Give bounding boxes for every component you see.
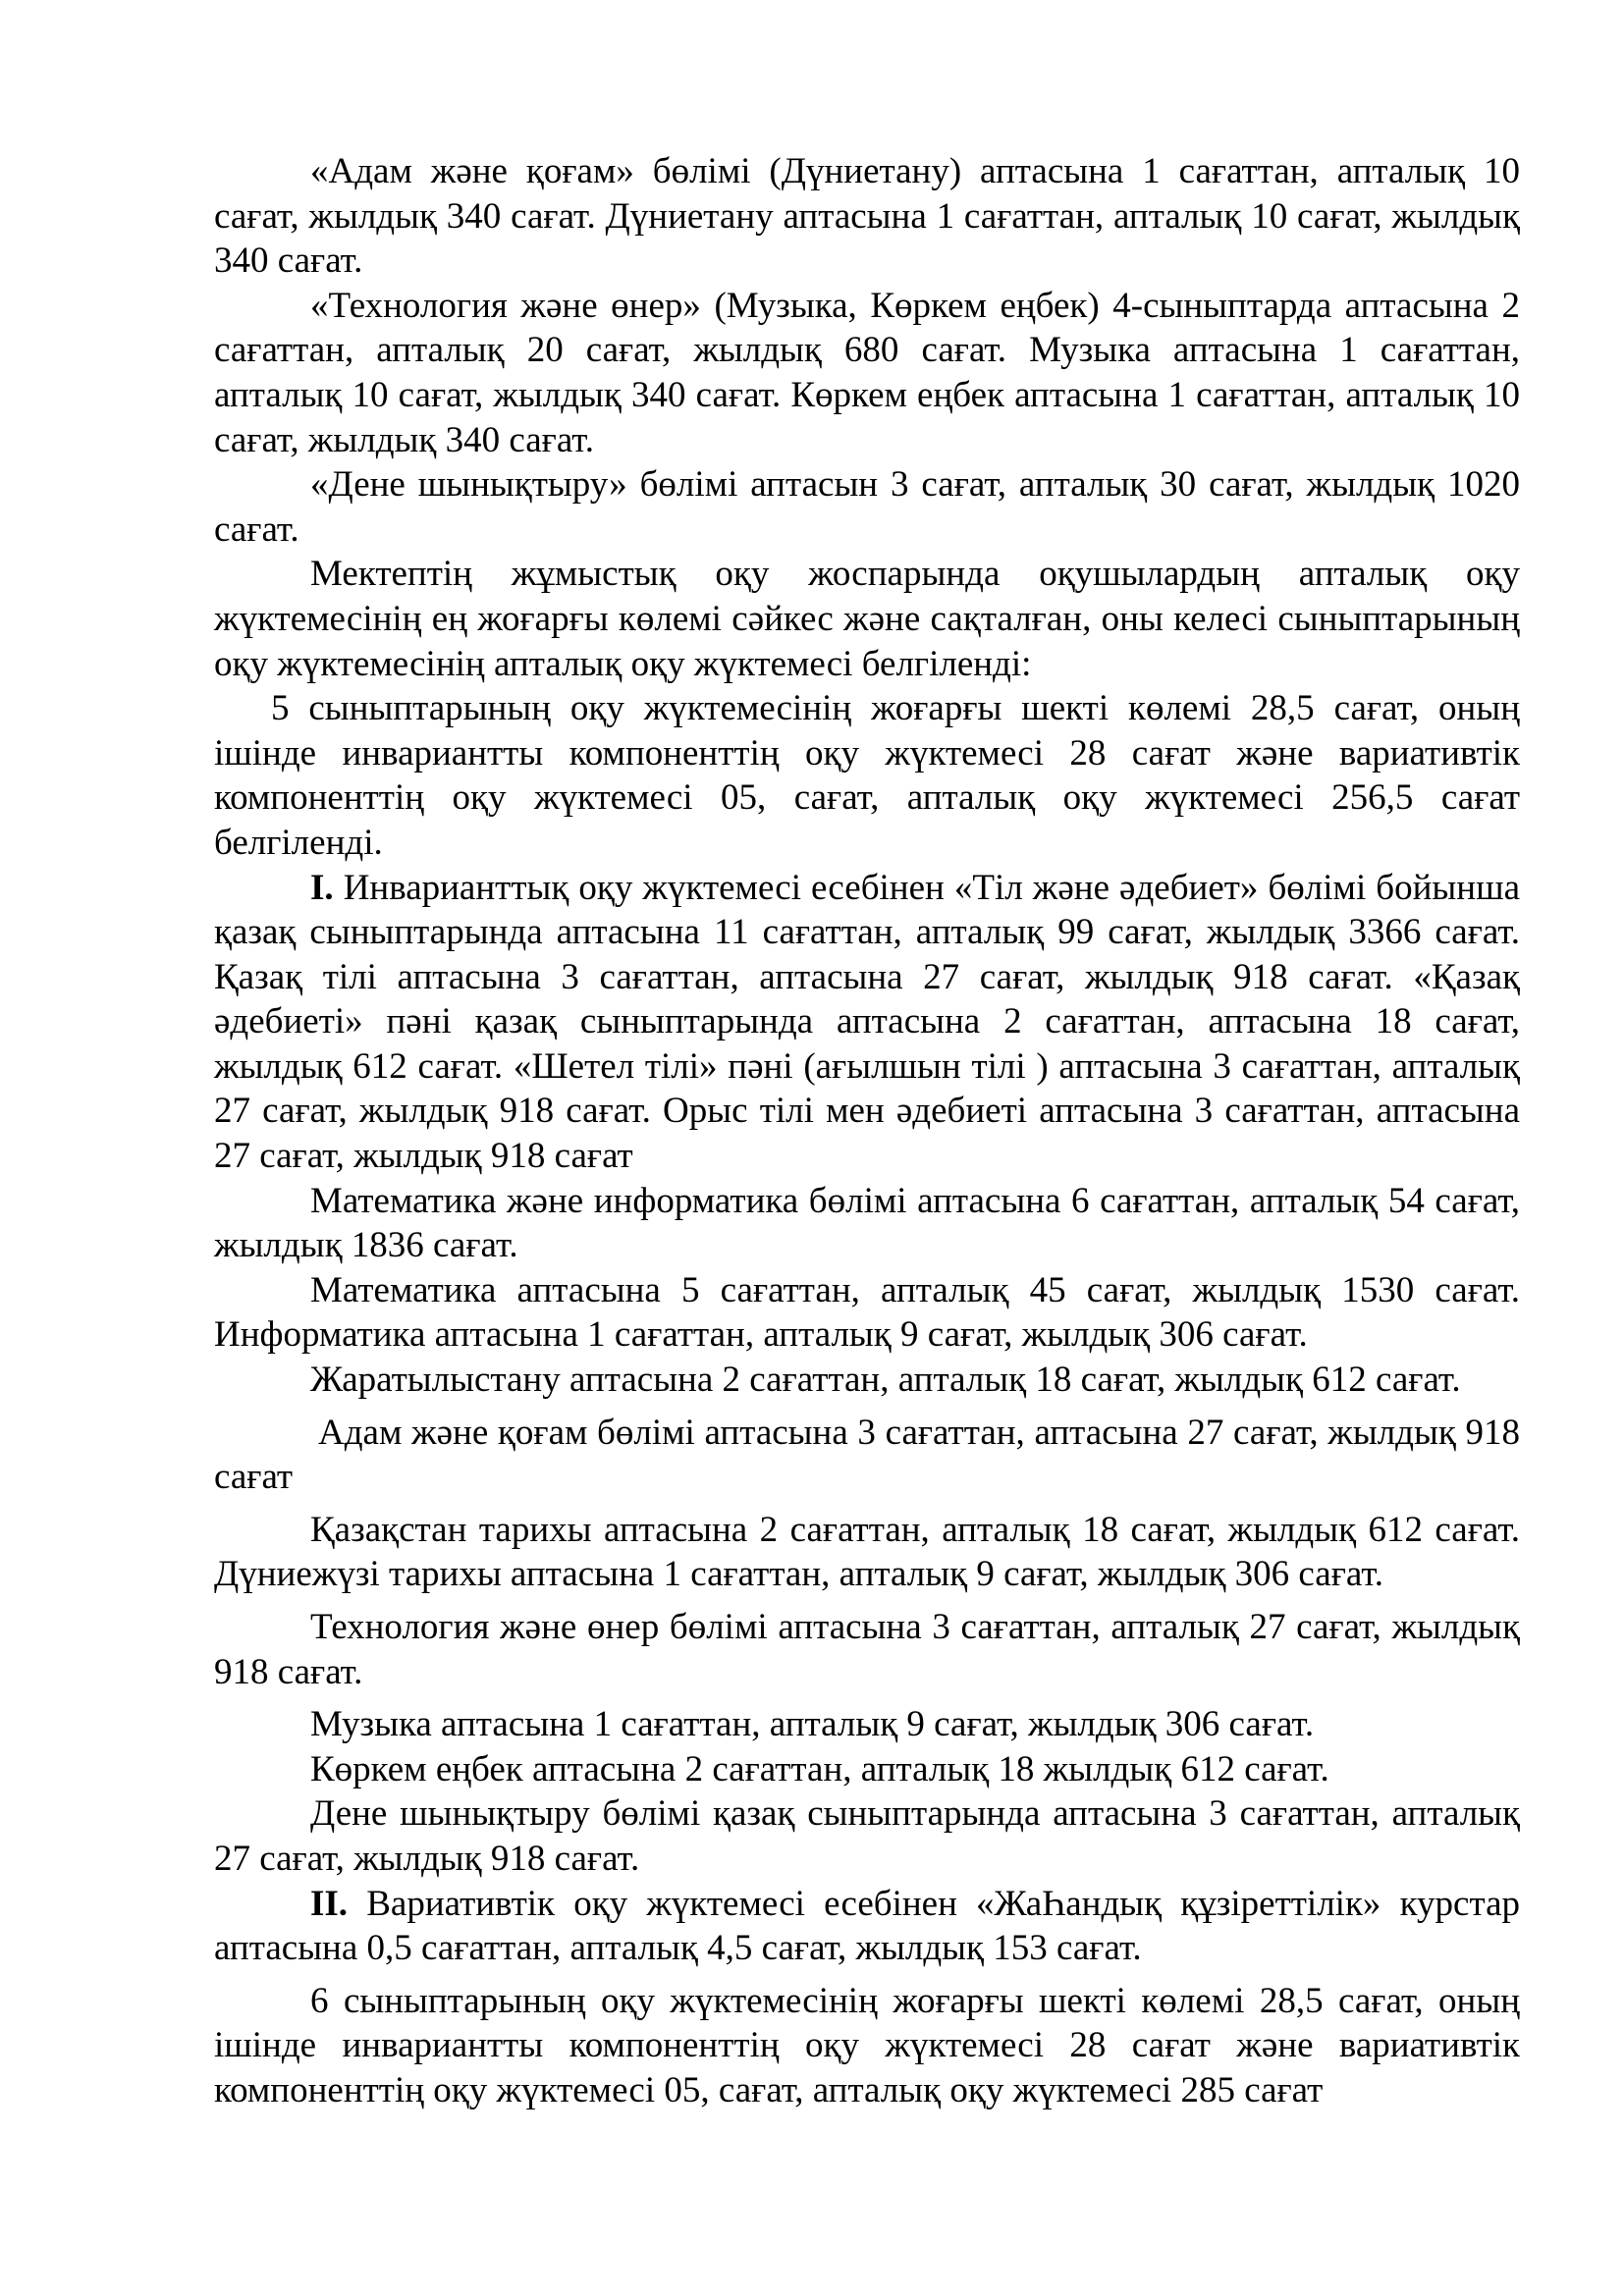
paragraph-grade-6-load: 6 сыныптарының оқу жүктемесінің жоғарғы шекті көлемі 28,5 сағат, оның ішінде инвариантты компоненттің оқу жүктемесі 28 сағат және вариативтік компоненттің оқу жүктемесі 05, сағат, апталық оқу жүктемесі 285 сағат xyxy=(214,1980,1520,2110)
paragraph-history: Қазақстан тарихы аптасына 2 сағаттан, апталық 18 сағат, жылдық 612 сағат. Дүниежүзі тарихы аптасына 1 сағаттан, апталық 9 сағат, жылдық 306 сағат. xyxy=(214,1509,1520,1595)
section-marker-ii: II. xyxy=(310,1883,349,1924)
document-body xyxy=(214,149,1520,2113)
paragraph-technology: Технология және өнер бөлімі аптасына 3 сағаттан, апталық 27 сағат, жылдық 918 сағат. xyxy=(214,1607,1520,1692)
paragraph-math-hours: Математика аптасына 5 сағаттан, апталық 45 сағат, жылдық 1530 сағат. Информатика аптасына 1 сағаттан, апталық 9 сағат, жылдық 306 сағат. xyxy=(214,1269,1520,1356)
paragraph-natural-science: Жаратылыстану аптасына 2 сағаттан, апталық 18 сағат, жылдық 612 сағат. xyxy=(310,1360,1461,1401)
paragraph-grade-5-load: 5 сыныптарының оқу жүктемесінің жоғарғы шекті көлемі 28,5 сағат, оның ішінде инвариантты компоненттің оқу жүктемесі 28 сағат және вариативтік компоненттің оқу жүктемесі 05, сағат, апталық оқу жүктемесі 256,5 сағат белгіленді. xyxy=(214,688,1520,863)
paragraph-human-society: Адам және қоғам бөлімі аптасына 3 сағаттан, аптасына 27 сағат, жылдық 918 сағат xyxy=(214,1412,1520,1498)
paragraph-dunietanu: «Адам және қоғам» бөлімі (Дүниетану) аптасына 1 сағаттан, апталық 10 сағат, жылдық 340 сағат. Дүниетану аптасына 1 сағаттан, апталық 10 сағат, жылдық 340 сағат. xyxy=(214,151,1520,282)
paragraph-math-informatics: Математика және информатика бөлімі аптасына 6 сағаттан, апталық 54 сағат, жылдық 1836 сағат. xyxy=(214,1180,1520,1266)
paragraph-physical-education: «Дене шынықтыру» бөлімі аптасын 3 сағат, апталық 30 сағат, жылдық 1020 сағат. xyxy=(214,464,1520,550)
paragraph-variative-load xyxy=(214,1882,1520,1971)
paragraph-music: Музыка аптасына 1 сағаттан, апталық 9 сағат, жылдық 306 сағат. xyxy=(310,1704,1315,1745)
paragraph-variative-text: Вариативтік оқу жүктемесі есебінен «ЖаҺандық құзіреттілік» курстар аптасына 0,5 сағаттан, апталық 4,5 сағат, жылдық 153 сағат. xyxy=(214,1883,1520,1969)
paragraph-art-work: Көркем еңбек аптасына 2 сағаттан, апталық 18 жылдық 612 сағат. xyxy=(310,1748,1329,1789)
paragraph-invariant-load xyxy=(214,866,1520,1179)
paragraph-technology-art: «Технология және өнер» (Музыка, Көркем еңбек) 4-сыныптарда аптасына 2 сағаттан, апталық 20 сағат, жылдық 680 сағат. Музыка аптасына 1 сағаттан, апталық 10 сағат, жылдық 340 сағат. Көркем еңбек аптасына 1 сағаттан, апталық 10 сағат, жылдық 340 сағат. xyxy=(214,285,1520,460)
section-marker-i: I. xyxy=(310,867,334,908)
paragraph-invariant-text: Инварианттық оқу жүктемесі есебінен «Тіл және әдебиет» бөлімі бойынша қазақ сыныптарында аптасына 11 сағаттан, апталық 99 сағат, жылдық 3366 сағат. Қазақ тілі аптасына 3 сағаттан, аптасына 27 сағат, жылдық 918 сағат. «Қазақ әдебиеті» пәні қазақ сыныптарында аптасына 2 сағаттан, аптасына 18 сағат, жылдық 612 сағат. «Шетел тілі» пәні (ағылшын тілі ) аптасына 3 сағаттан, апталық 27 сағат, жылдық 918 сағат. Орыс тілі мен әдебиеті аптасына 3 сағаттан, аптасына 27 сағат, жылдық 918 сағат xyxy=(214,867,1520,1177)
paragraph-weekly-load: Мектептің жұмыстық оқу жоспарында оқушылардың апталық оқу жүктемесінің ең жоғарғы көлемі сәйкес және сақталған, оны келесі сыныптарының оқу жүктемесінің апталық оқу жүктемесі белгіленді: xyxy=(214,554,1520,684)
paragraph-physical-education-grade: Дене шынықтыру бөлімі қазақ сыныптарында аптасына 3 сағаттан, апталық 27 сағат, жылдық 918 сағат. xyxy=(214,1793,1520,1879)
